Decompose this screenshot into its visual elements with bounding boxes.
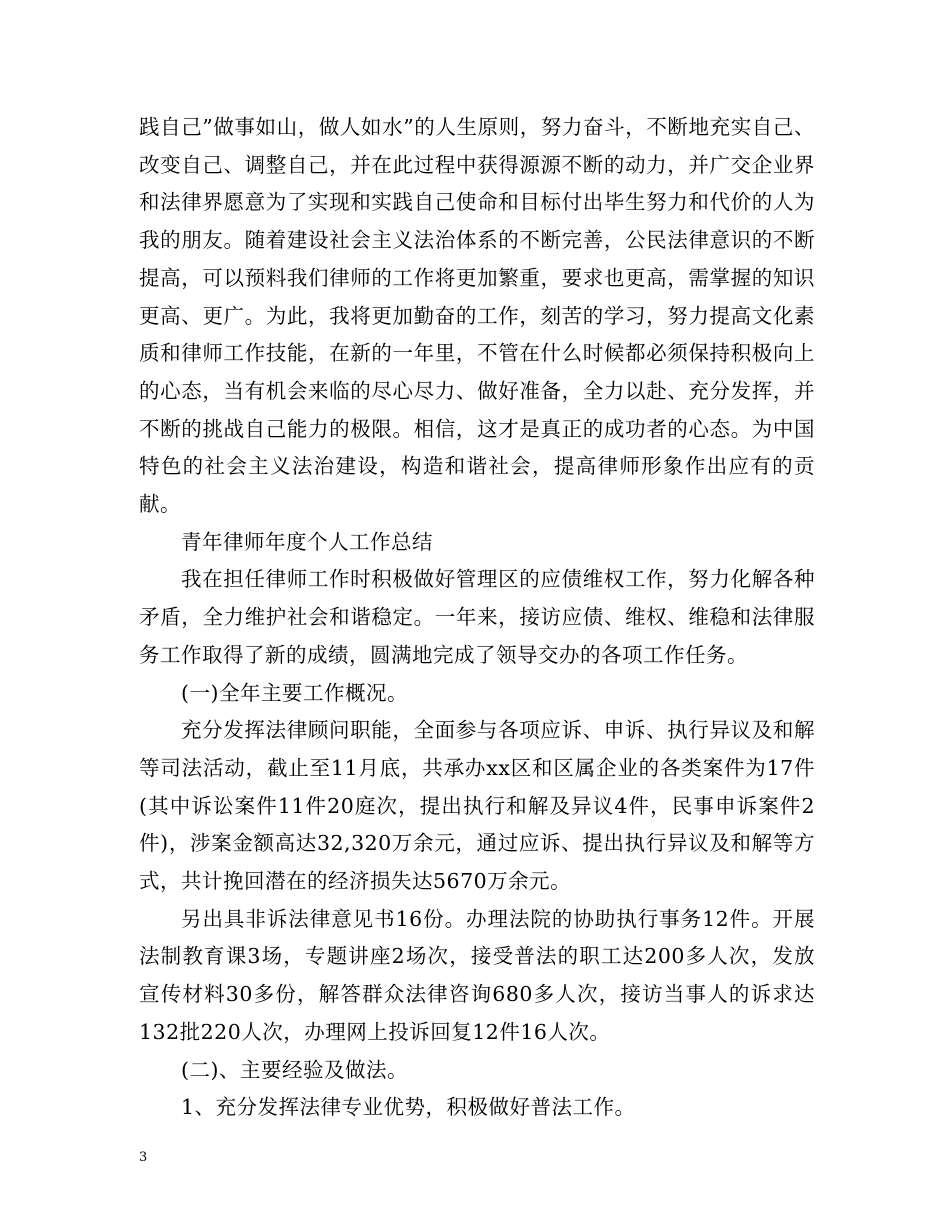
- page-number: 3: [139, 1150, 148, 1165]
- heading-overview: (一)全年主要工作概况。: [181, 680, 408, 705]
- paragraph-intro: 我在担任律师工作时积极做好管理区的应债维权工作，努力化解各种矛盾，全力维护社会和谐稳定。一年来，接访应债、维权、维稳和法律服务工作取得了新的成绩，圆满地完成了领导交办的各项工作任务。: [139, 567, 815, 667]
- section-title: 青年律师年度个人工作总结: [181, 529, 433, 554]
- paragraph-continuation: 践自己”做事如山，做人如水”的人生原则，努力奋斗，不断地充实自己、改变自己、调整自己，并在此过程中获得源源不断的动力，并广交企业界和法律界愿意为了实现和实践自己使命和目标付出毕生努力和代价的人为我的朋友。随着建设社会主义法治体系的不断完善，公民法律意识的不断提高，可以预料我们律师的工作将更加繁重，要求也更高，需掌握的知识更高、更广。为此，我将更加勤奋的工作，刻苦的学习，努力提高文化素质和律师工作技能，在新的一年里，不管在什么时候都必须保持积极向上的心态，当有机会来临的尽心尽力、做好准备，全力以赴、充分发挥，并不断的挑战自己能力的极限。相信，这才是真正的成功者的心态。为中国特色的社会主义法治建设，构造和谐社会，提高律师形象作出应有的贡献。: [139, 115, 815, 517]
- document-body: [139, 109, 815, 1127]
- paragraph-other-work: 另出具非诉法律意见书16份。办理法院的协助执行事务12件。开展法制教育课3场，专题讲座2场次，接受普法的职工达200多人次，发放宣传材料30多份，解答群众法律咨询680多人次，接访当事人的诉求达132批220人次，办理网上投诉回复12件16人次。: [139, 906, 815, 1044]
- paragraph-cases: 充分发挥法律顾问职能，全面参与各项应诉、申诉、执行异议及和解等司法活动，截止至11月底，共承办xx区和区属企业的各类案件为17件(其中诉讼案件11件20庭次，提出执行和解及异议4件，民事申诉案件2件)，涉案金额高达32,320万余元，通过应诉、提出执行异议及和解等方式，共计挽回潜在的经济损失达5670万余元。: [139, 718, 815, 894]
- heading-experience: (二)、主要经验及做法。: [181, 1057, 408, 1082]
- list-item-1: 1、充分发挥法律专业优势，积极做好普法工作。: [181, 1095, 636, 1120]
